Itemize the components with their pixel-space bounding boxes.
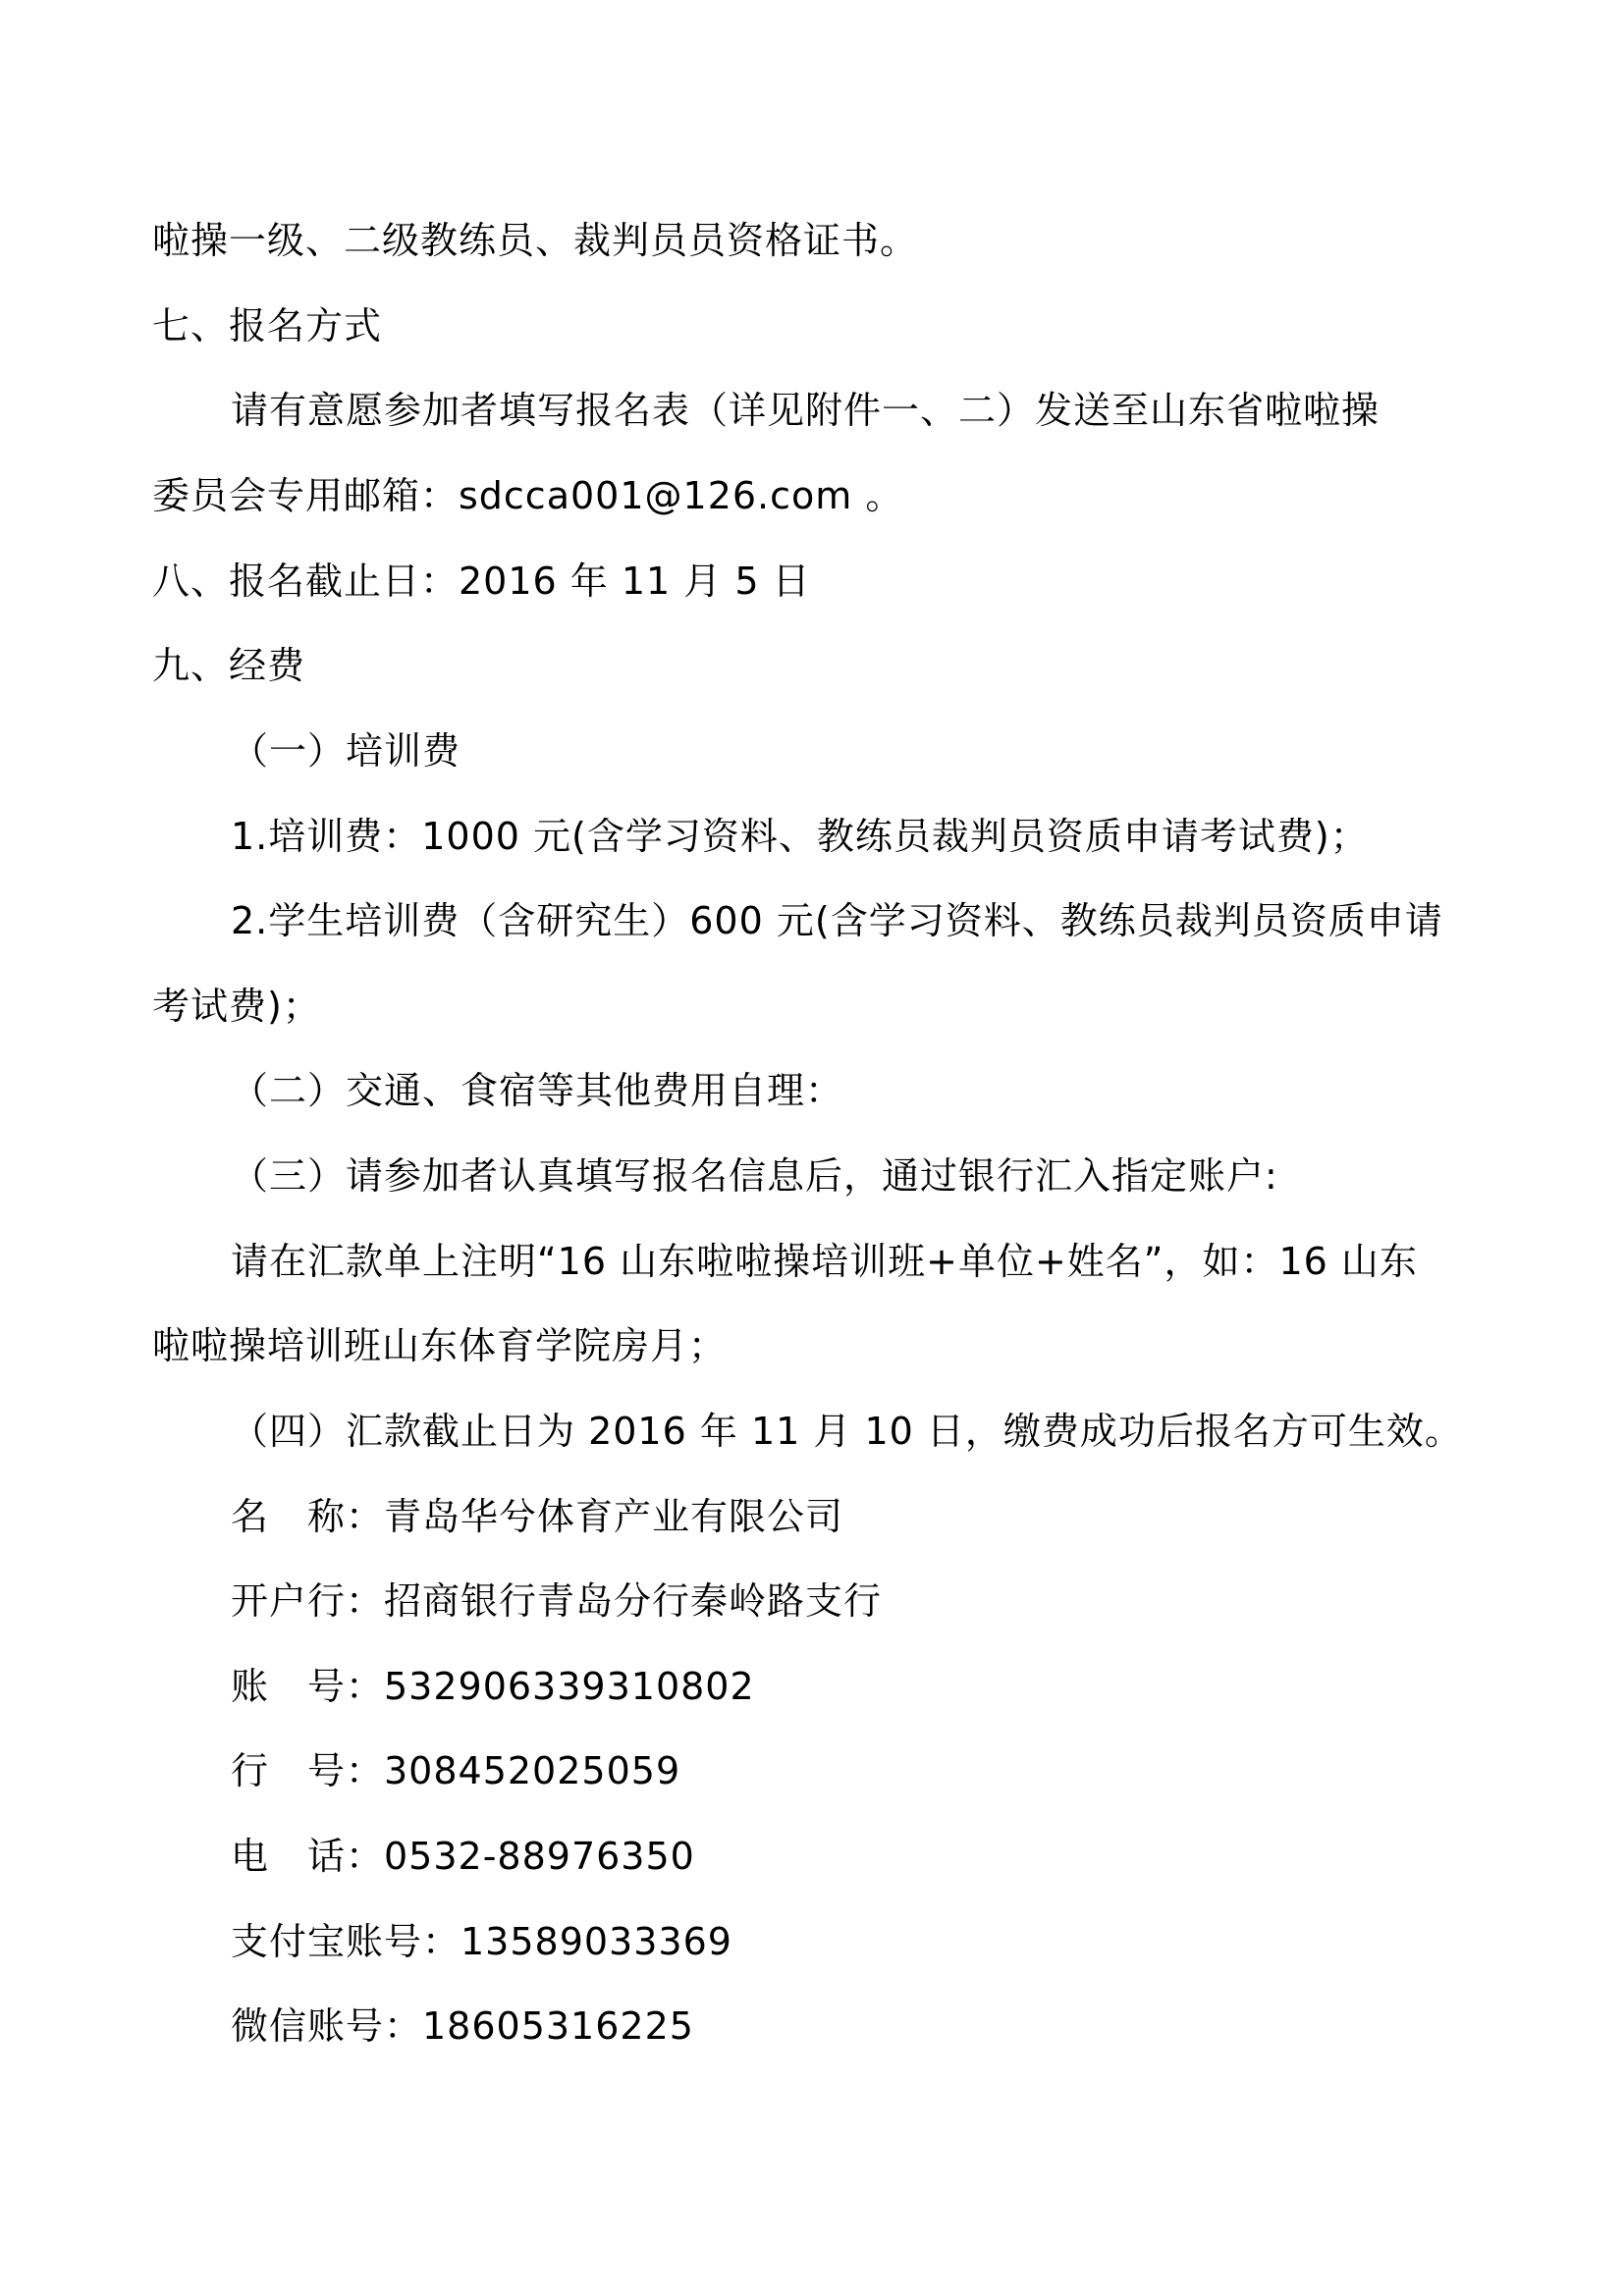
account-number: 账 号：532906339310802 bbox=[231, 1665, 755, 1708]
wechat-account: 微信账号：18605316225 bbox=[231, 2004, 694, 2048]
section-heading: 七、报名方式 bbox=[152, 304, 383, 347]
alipay-account: 支付宝账号：13589033369 bbox=[231, 1920, 732, 1963]
text-line: 啦啦操培训班山东体育学院房月； bbox=[152, 1324, 728, 1367]
account-bank: 开户行：招商银行青岛分行秦岭路支行 bbox=[231, 1579, 883, 1623]
text-line: 请在汇款单上注明“16 山东啦啦操培训班+单位+姓名”，如：16 山东 bbox=[231, 1240, 1418, 1283]
phone-number: 电 话：0532-88976350 bbox=[231, 1835, 695, 1878]
subsection-heading: （三）请参加者认真填写报名信息后，通过银行汇入指定账户: bbox=[231, 1154, 1278, 1198]
text-line: 1.培训费：1000 元(含学习资料、教练员裁判员资质申请考试费)； bbox=[231, 815, 1369, 858]
text-line: 考试费)； bbox=[152, 985, 321, 1028]
text-line: 请有意愿参加者填写报名表（详见附件一、二）发送至山东省啦啦操 bbox=[231, 389, 1380, 432]
text-line: 委员会专用邮箱：sdcca001@126.com 。 bbox=[152, 474, 904, 517]
subsection-heading: （四）汇款截止日为 2016 年 11 月 10 日，缴费成功后报名方可生效。 bbox=[231, 1410, 1463, 1453]
text-line: 啦操一级、二级教练员、裁判员员资格证书。 bbox=[152, 219, 919, 262]
section-heading: 九、经费 bbox=[152, 644, 306, 687]
section-heading: 八、报名截止日：2016 年 11 月 5 日 bbox=[152, 560, 811, 603]
bank-code: 行 号：308452025059 bbox=[231, 1749, 681, 1792]
subsection-heading: （一）培训费 bbox=[231, 729, 461, 773]
subsection-heading: （二）交通、食宿等其他费用自理： bbox=[231, 1069, 844, 1112]
account-name: 名 称：青岛华兮体育产业有限公司 bbox=[231, 1495, 844, 1538]
text-line: 2.学生培训费（含研究生）600 元(含学习资料、教练员裁判员资质申请 bbox=[231, 899, 1443, 942]
